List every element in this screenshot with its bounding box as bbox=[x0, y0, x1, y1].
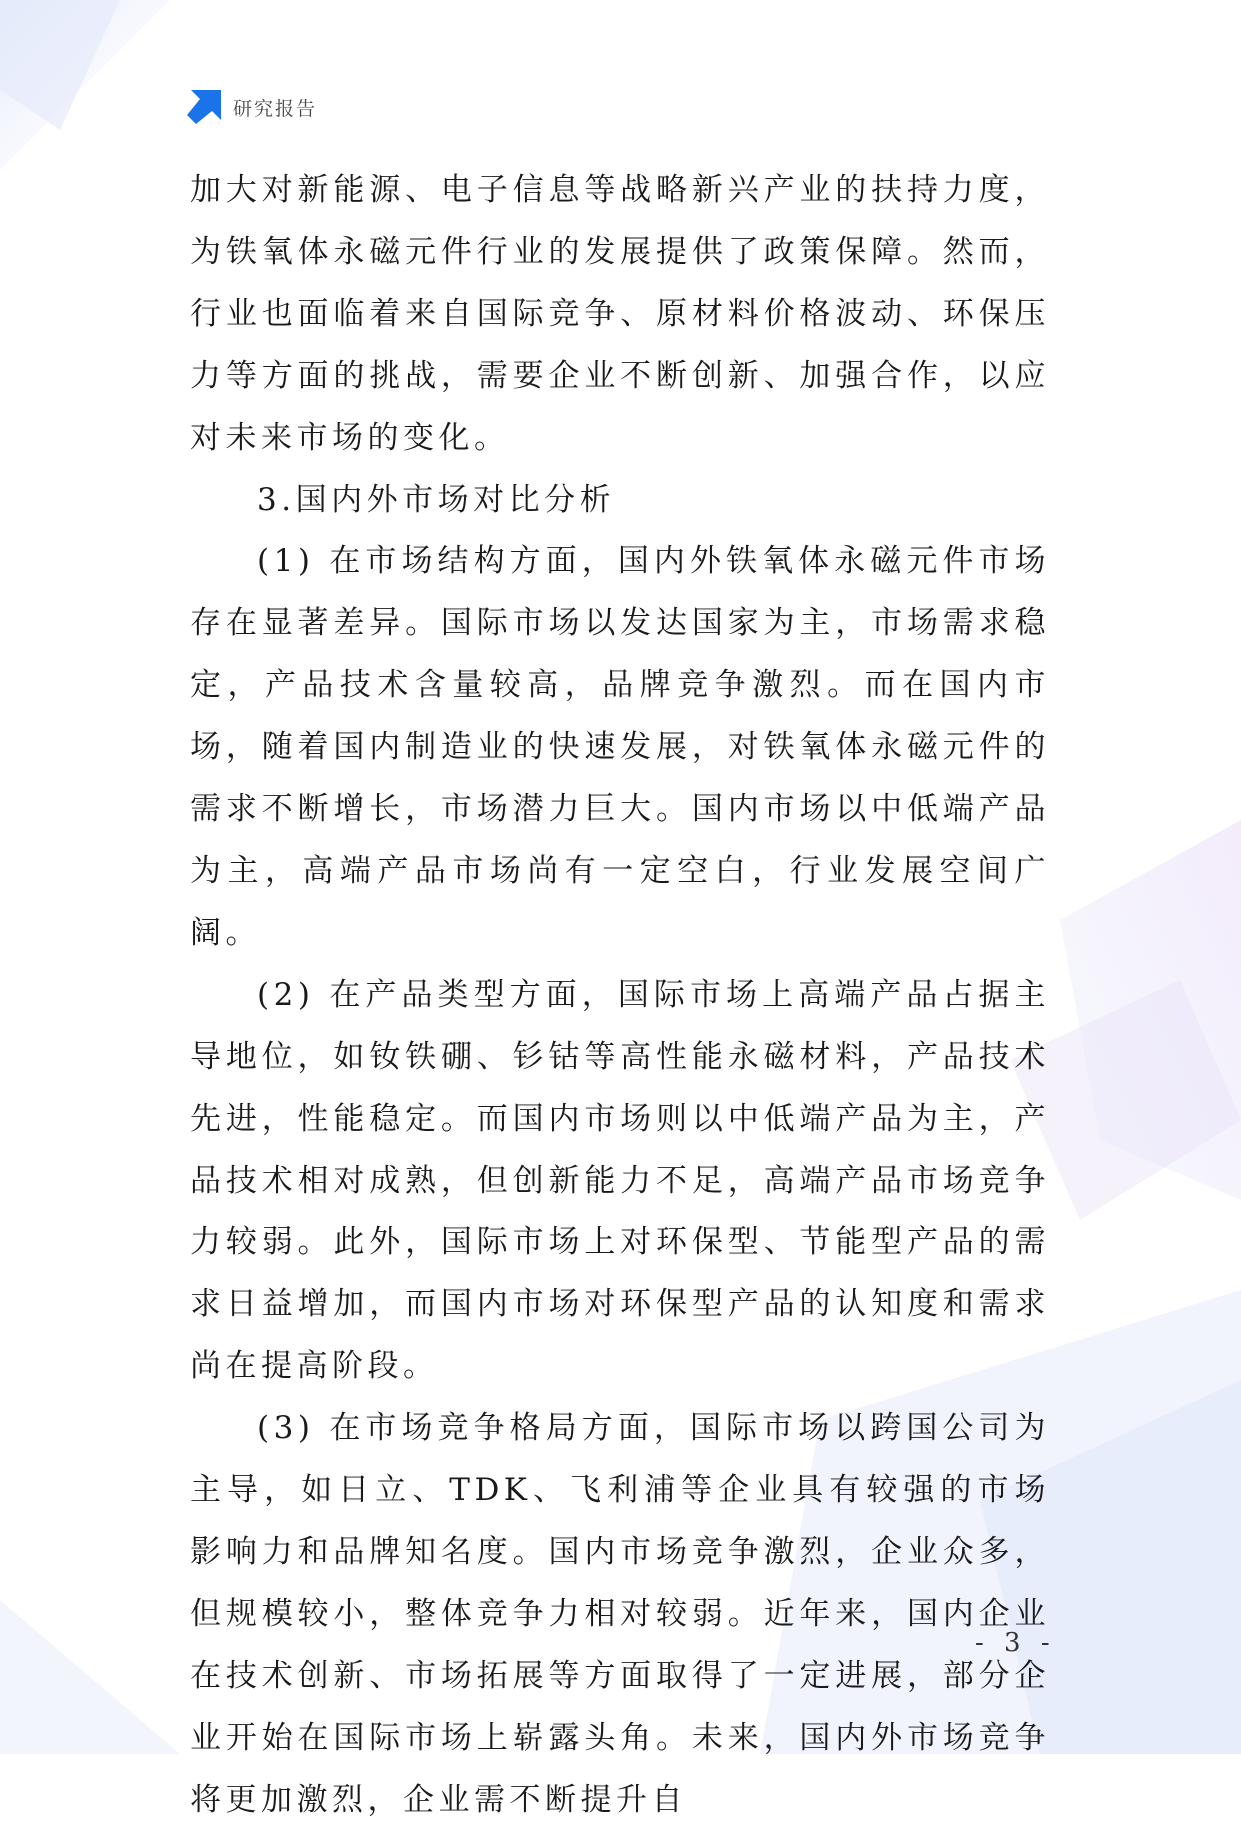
arrow-up-right-icon bbox=[187, 90, 221, 124]
paragraph-competition: (3) 在市场竞争格局方面，国际市场以跨国公司为主导，如日立、TDK、飞利浦等企业具有较强的市场影响力和品牌知名度。国内市场竞争激烈，企业众多，但规模较小，整体竞争力相对较弱。近年来，国内企业在技术创新、市场拓展等方面取得了一定进展，部分企业开始在国际市场上崭露头角。未来，国内外市场竞争将更加激烈，企业需不断提升自 bbox=[190, 1410, 1050, 1818]
paragraph-product-type: (2) 在产品类型方面，国际市场上高端产品占据主导地位，如钕铁硼、钐钴等高性能永磁材料，产品技术先进，性能稳定。而国内市场则以中低端产品为主，产品技术相对成熟，但创新能力不足，高端产品市场竞争力较弱。此外，国际市场上对环保型、节能型产品的需求日益增加，而国内市场对环保型产品的认知度和需求尚在提高阶段。 bbox=[190, 976, 1050, 1385]
paragraph-market-structure: (1) 在市场结构方面，国内外铁氧体永磁元件市场存在显著差异。国际市场以发达国家为主，市场需求稳定，产品技术含量较高，品牌竞争激烈。而在国内市场，随着国内制造业的快速发展，对铁氧体永磁元件的需求不断增长，市场潜力巨大。国内市场以中低端产品为主，高端产品市场尚有一定空白，行业发展空间广阔。 bbox=[190, 543, 1050, 951]
paragraph-continuation: 加大对新能源、电子信息等战略新兴产业的扶持力度，为铁氧体永磁元件行业的发展提供了政策保障。然而，行业也面临着来自国际竞争、原材料价格波动、环保压力等方面的挑战，需要企业不断创新、加强合作，以应对未来市场的变化。 bbox=[190, 172, 1050, 456]
section-heading: 3.国内外市场对比分析 bbox=[257, 481, 616, 518]
page-number: - 3 - bbox=[975, 1628, 1056, 1658]
report-header bbox=[187, 90, 317, 124]
document-body bbox=[190, 160, 1050, 1831]
header-title: 研究报告 bbox=[233, 97, 318, 120]
